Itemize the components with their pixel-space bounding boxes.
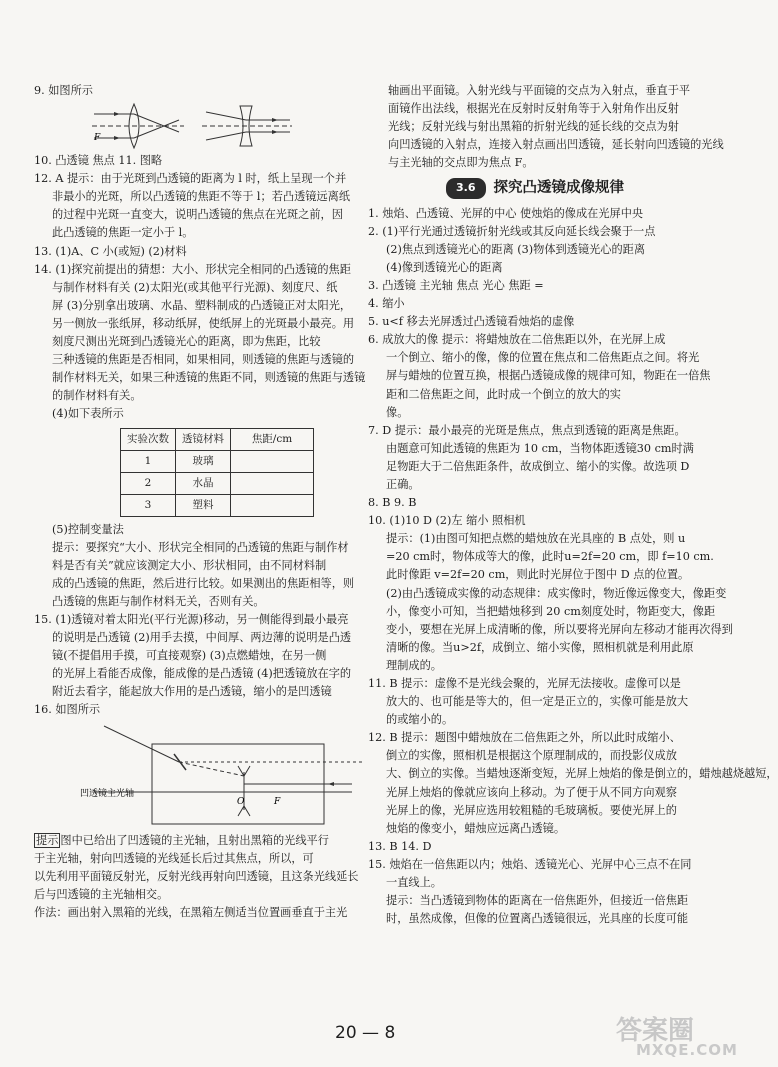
answer-12-line-2: 倒立的实像，照相机是根据这个原理制成的，而投影仪成放 — [386, 749, 677, 763]
section-header — [446, 178, 720, 198]
lens-figure-9 — [34, 102, 364, 150]
answer-11-line-3: 的或缩小的。 — [386, 713, 454, 727]
answer-13-14: 13. B 14. D — [368, 839, 432, 853]
q12-line-2: 非最小的光斑，所以凸透镜的焦距不等于 l；若凸透镜远离纸 — [52, 190, 351, 204]
table-header: 焦距/cm — [231, 428, 314, 450]
q16-method: 作法：画出射入黑箱的光线，在黑箱左侧适当位置画垂直于主光 — [34, 905, 348, 919]
answer-10-hint-7: 清晰的像。当u>2f，成倒立、缩小实像，照相机就是利用此原 — [386, 640, 694, 654]
q14-line-8: 的制作材料有关。 — [52, 389, 142, 403]
answer-10-hint-3: 此时像距 v=2f=20 cm，则此时光屏位于图中 D 点的位置。 — [386, 568, 690, 582]
experiment-table — [120, 428, 314, 517]
focus-label: F — [274, 796, 281, 807]
axis-label: 凹透镜主光轴 — [80, 788, 135, 799]
q12-line-4: 此凸透镜的焦距一定小于 l。 — [52, 226, 194, 240]
table-row — [121, 450, 314, 472]
answer-15-hint-2: 时，虽然成像，但像的位置离凸透镜很远，光具座的长度可能 — [386, 912, 689, 926]
watermark-site: MXQE.COM — [636, 1041, 738, 1059]
q14-hint-3: 成的凸透镜的焦距，然后进行比较。如果测出的焦距相等，则 — [52, 576, 355, 590]
answer-6-line-3: 屏与蜡烛的位置互换，根据凸透镜成像的规律可知，物距在一倍焦 — [386, 369, 711, 383]
continuation-3: 光线；反射光线与射出黑箱的折射光线的延长线的交点为射 — [388, 120, 679, 134]
q14-part-5: (5)控制变量法 — [52, 522, 124, 536]
answer-12-line-1: 12. B 提示：题图中蜡烛放在二倍焦距之外，所以此时成缩小、 — [368, 731, 681, 745]
answer-6-line-5: 像。 — [386, 405, 409, 419]
q12-line-1: 12. A 提示：由于光斑到凸透镜的距离为 l 时，纸上呈现一个并 — [34, 172, 347, 186]
lens-diagram-9 — [34, 102, 294, 150]
q14-line-1: 14. (1)探究前提出的猜想：大小、形状完全相同的凸透镜的焦距 — [34, 262, 351, 276]
table-header-row — [121, 428, 314, 450]
q14-hint-2: 料是否有关”就应该测定大小、形状相同，由不同材料制 — [52, 558, 327, 572]
page-number: 20 — 8 — [335, 1023, 396, 1043]
table-header: 透镜材料 — [176, 428, 231, 450]
q16-hint-text: 图中已给出了凹透镜的主光轴，且射出黑箱的光线平行 — [60, 833, 329, 847]
q14-part-4: (4)如下表所示 — [52, 407, 124, 421]
answer-1: 1. 烛焰、凸透镜、光屏的中心 使烛焰的像成在光屏中央 — [368, 206, 644, 220]
answer-2-line-2: (2)焦点到透镜光心的距离 (3)物体到透镜光心的距离 — [386, 242, 646, 256]
table-header: 实验次数 — [121, 428, 176, 450]
answer-6-line-4: 距和二倍焦距之间，此时成一个倒立的放大的实 — [386, 387, 621, 401]
q15-line-2: 的说明是凸透镜 (2)用手去摸，中间厚、两边薄的说明是凸透 — [52, 631, 352, 645]
q12-line-3: 的过程中光斑一直变大，说明凸透镜的焦点在光斑之前，因 — [52, 208, 343, 222]
right-column — [368, 82, 778, 928]
answer-8-9: 8. B 9. B — [368, 496, 417, 510]
q15-line-1: 15. (1)透镜对着太阳光(平行光源)移动，另一侧能得到最小最亮 — [34, 612, 349, 626]
answer-7-line-3: 足物距大于二倍焦距条件，故成倒立、缩小的实像。故选项 D — [386, 459, 690, 473]
answer-10-hint-5: 小，像变小可知，当把蜡烛移到 20 cm刻度处时，物距变大，像距 — [386, 604, 716, 618]
q14-line-6: 三种透镜的焦距是否相同，如果相同，则透镜的焦距与透镜的 — [52, 353, 355, 367]
optical-center-label: O — [237, 796, 245, 807]
answer-15-hint-1: 提示：当凸透镜到物体的距离在一倍焦距外，但接近一倍焦距 — [386, 894, 689, 908]
answer-12-line-4: 光屏上烛焰的像就应该向上移动。为了便于从不同方向观察 — [386, 785, 677, 799]
continuation-1: 轴画出平面镜。入射光线与平面镜的交点为入射点，垂直于平 — [388, 84, 691, 97]
answer-10-hint-4: (2)由凸透镜成实像的动态规律：成实像时，物近像远像变大，像距变 — [386, 586, 727, 600]
hint-tag: 提示 — [36, 833, 59, 847]
answer-7-line-1: 7. D 提示：最小最亮的光斑是焦点，焦点到透镜的距离是焦距。 — [368, 423, 686, 437]
table-cell: 玻璃 — [176, 450, 231, 472]
q14-hint-4: 凸透镜的焦距与制作材料无关，否则有关。 — [52, 594, 265, 608]
q16: 16. 如图所示 — [34, 703, 101, 717]
q16-hint-1 — [34, 832, 364, 850]
continuation-2: 面镜作出法线，根据光在反射时反射角等于入射角作出反射 — [388, 102, 679, 116]
q14-hint-1: 提示：要探究“大小、形状完全相同的凸透镜的焦距与制作材 — [52, 540, 349, 554]
q14-line-4: 另一侧放一张纸屏，移动纸屏，使纸屏上的光斑最小最亮。用 — [52, 316, 355, 330]
answer-12-line-5: 光屏上的像，光屏应选用较粗糙的毛玻璃板。要使光屏上的 — [386, 803, 677, 817]
answer-15-line-1: 15. 烛焰在一倍焦距以内；烛焰、透镜光心、光屏中心三点不在同 — [368, 857, 692, 871]
q9: 9. 如图所示 — [34, 84, 93, 97]
q15-line-4: 的光屏上看能否成像，能成像的是凸透镜 (4)把透镜放在字的 — [52, 667, 352, 681]
table-cell: 1 — [121, 450, 176, 472]
answer-2-line-1: 2. (1)平行光通过透镜折射光线或其反向延长线会聚于一点 — [368, 224, 656, 238]
answer-10-hint-8: 理制成的。 — [386, 658, 442, 672]
answer-2-line-3: (4)像到透镜光心的距离 — [386, 260, 503, 274]
answer-10-hint-6: 变小，要想在光屏上成清晰的像，所以要将光屏向左移动才能再次得到 — [386, 622, 733, 636]
answer-12-line-6: 烛焰的像变小，蜡烛应远离凸透镜。 — [386, 821, 566, 835]
table-row — [121, 472, 314, 494]
focus-label-left: F — [94, 133, 101, 144]
answer-7-line-4: 正确。 — [386, 477, 420, 491]
answer-6-line-1: 6. 成放大的像 提示：将蜡烛放在二倍焦距以外，在光屏上成 — [368, 333, 666, 347]
answer-12-line-3: 大、倒立的实像。当蜡烛逐渐变短，光屏上烛焰的像是倒立的，蜡烛越烧越短， — [386, 767, 778, 781]
q15-line-5: 附近去看字，能起放大作用的是凸透镜，缩小的是凹透镜 — [52, 685, 332, 699]
answer-10-hint-1: 提示：(1)由图可知把点燃的蜡烛放在光具座的 B 点处，则 u — [386, 532, 686, 546]
answer-7-line-2: 由题意可知此透镜的焦距为 10 cm，当物体距透镜30 cm时满 — [386, 441, 694, 455]
black-box-figure — [34, 722, 364, 830]
answer-11-line-1: 11. B 提示：虚像不是光线会聚的，光屏无法接收。虚像可以是 — [368, 677, 681, 690]
table-cell: 2 — [121, 472, 176, 494]
section-title: 探究凸透镜成像规律 — [493, 180, 624, 197]
q14-line-7: 制作材料无关，如果三种透镜的焦距不同，则透镜的焦距与透镜 — [52, 371, 366, 385]
q16-hint-3: 以先利用平面镜反射光，反射光线再射向凹透镜，且这条光线延长 — [34, 869, 359, 883]
answer-4: 4. 缩小 — [368, 297, 405, 311]
table-cell — [231, 450, 314, 472]
q14-line-5: 刻度尺测出光斑到凸透镜光心的距离，即为焦距，比较 — [52, 335, 321, 349]
continuation-5: 与主光轴的交点即为焦点 F。 — [388, 156, 534, 170]
answer-10-hint-2: =20 cm时，物体成等大的像，此时u=2f=20 cm，即 f=10 cm. — [386, 550, 714, 564]
answer-10: 10. (1)10 D (2)左 缩小 照相机 — [368, 514, 526, 528]
section-number: 3.6 — [446, 178, 486, 198]
answer-15-line-2: 一直线上。 — [386, 876, 442, 890]
answer-3: 3. 凸透镜 主光轴 焦点 光心 焦距 = — [368, 278, 544, 292]
q14-line-3: 屏 (3)分别拿出玻璃、水晶、塑料制成的凸透镜正对太阳光， — [52, 298, 352, 312]
q16-hint-4: 后与凹透镜的主光轴相交。 — [34, 887, 169, 901]
q13: 13. (1)A、C 小(或短) (2)材料 — [34, 244, 187, 258]
left-column — [34, 82, 364, 922]
table-cell: 3 — [121, 494, 176, 516]
answer-11-line-2: 放大的、也可能是等大的，但一定是正立的，实像可能是放大 — [386, 695, 689, 709]
watermark-logo: 答案圈 — [616, 1016, 695, 1046]
table-cell — [231, 494, 314, 516]
black-box-diagram — [34, 722, 364, 830]
answer-5: 5. u<f 移去光屏透过凸透镜看烛焰的虚像 — [368, 315, 575, 329]
q14-line-2: 与制作材料有关 (2)太阳光(或其他平行光源)、刻度尺、纸 — [52, 280, 338, 294]
q15-line-3: 镜(不提倡用手摸，可直接观察) (3)点燃蜡烛，在另一侧 — [52, 649, 327, 663]
table-cell: 塑料 — [176, 494, 231, 516]
table-cell — [231, 472, 314, 494]
table-cell: 水晶 — [176, 472, 231, 494]
q10: 10. 凸透镜 焦点 11. 图略 — [34, 154, 163, 168]
table-row — [121, 494, 314, 516]
q16-hint-2: 于主光轴，射向凹透镜的光线延长后过其焦点，所以，可 — [34, 851, 314, 865]
answer-6-line-2: 一个倒立、缩小的像，像的位置在焦点和二倍焦距点之间。将光 — [386, 351, 700, 365]
continuation-4: 向凹透镜的入射点，连接入射点画出凹透镜，延长射向凹透镜的光线 — [388, 138, 724, 152]
